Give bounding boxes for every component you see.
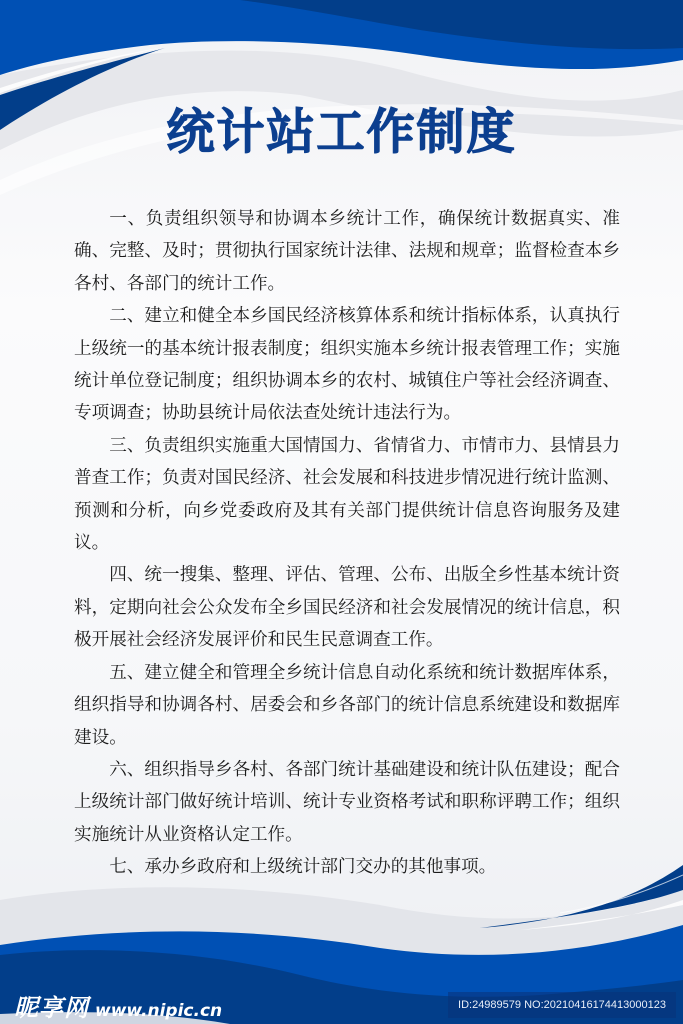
watermark-logo (14, 988, 222, 1023)
regulation-item-1: 一、负责组织领导和协调本乡统计工作，确保统计数据真实、准确、完整、及时；贯彻执行国家统计法律、法规和规章；监督检查本乡各村、各部门的统计工作。 (74, 209, 620, 294)
watermark-brand: 昵享网 (14, 994, 89, 1022)
regulation-item-4: 四、统一搜集、整理、评估、管理、公布、出版全乡性基本统计资料，定期向社会公众发布全乡国民经济和社会发展情况的统计信息，积极开展社会经济发展评价和民生民意调查工作。 (74, 565, 620, 651)
watermark-url: www.nipic.cn (95, 1001, 223, 1021)
regulation-body (74, 203, 620, 884)
regulation-item-2: 二、建立和健全本乡国民经济核算体系和统计指标体系，认真执行上级统一的基本统计报表制度；组织实施本乡统计报表管理工作；实施统计单位登记制度；组织协调本乡的农村、城镇住户等社会经济调查、专项调查；协助县统计局依法查处统计违法行为。 (74, 306, 620, 424)
regulation-item-5: 五、建立健全和管理全乡统计信息自动化系统和统计数据库体系，组织指导和协调各村、居委会和乡各部门的统计信息系统建设和数据库建设。 (74, 662, 620, 748)
regulation-item-7: 七、承办乡政府和上级统计部门交办的其他事项。 (109, 857, 497, 878)
regulation-item-3: 三、负责组织实施重大国情国力、省情省力、市情市力、县情县力普查工作；负责对国民经济、社会发展和科技进步情况进行统计监测、预测和分析，向乡党委政府及其有关部门提供统计信息咨询服务及建议。 (74, 435, 620, 554)
watermark-id: ID:24989579 NO:20210416174413000123 (448, 992, 676, 1018)
poster-title: 统计站工作制度 (166, 104, 517, 160)
regulation-item-6: 六、组织指导乡各村、各部门统计基础建设和统计队伍建设；配合上级统计部门做好统计培训、统计专业资格考试和职称评聘工作；组织实施统计从业资格认定工作。 (74, 759, 620, 845)
